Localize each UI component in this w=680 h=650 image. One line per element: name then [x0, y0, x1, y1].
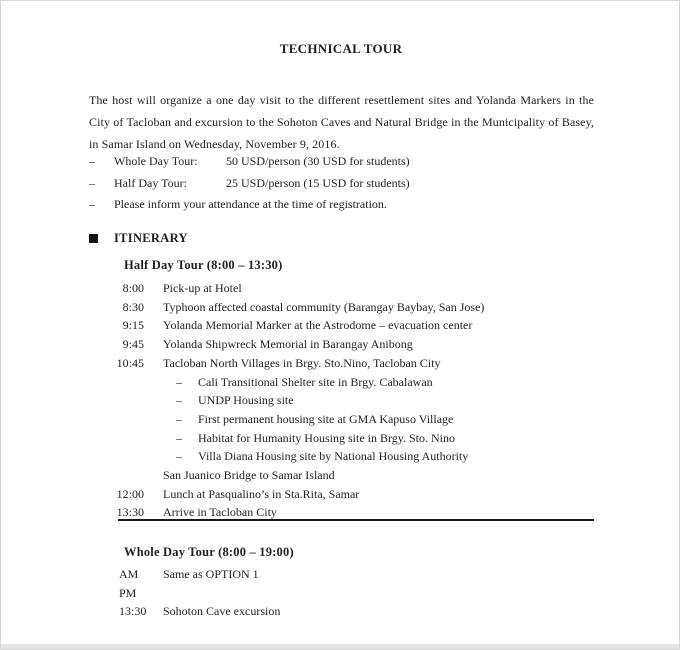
document-title: TECHNICAL TOUR [279, 41, 403, 56]
pricing-item [89, 194, 594, 216]
dash-bullet: – [89, 197, 95, 211]
schedule-time: PM [119, 585, 137, 600]
half-day-title: Half Day Tour (8:00 – 13:30) [124, 258, 283, 272]
housing-site-label: Villa Diana Housing site by National Housing Authority [198, 449, 469, 464]
dash-bullet: – [176, 411, 182, 426]
schedule-time: 8:00 [122, 281, 144, 295]
schedule-description: Tacloban North Villages in Brgy. Sto.Nino, Tacloban City [163, 355, 441, 370]
housing-site-label: First permanent housing site at GMA Kapuso Village [198, 411, 454, 426]
housing-site-label: UNDP Housing site [198, 393, 294, 408]
pricing-label: Half Day Tour: [114, 175, 187, 190]
schedule-description: Same as OPTION 1 [163, 567, 259, 581]
square-bullet-icon [89, 234, 98, 243]
schedule-row [89, 335, 594, 354]
housing-site-item [89, 391, 594, 410]
schedule-description: Yolanda Memorial Marker at the Astrodome – evacuation center [163, 318, 473, 333]
whole-day-schedule [89, 565, 594, 621]
whole-day-title: Whole Day Tour (8:00 – 19:00) [124, 545, 294, 559]
housing-site-item [89, 429, 594, 448]
half-day-section [89, 258, 594, 522]
half-day-schedule-end [89, 485, 594, 522]
schedule-row [89, 279, 594, 298]
pricing-label: Please inform your attendance at the time of registration. [114, 197, 387, 211]
half-day-schedule [89, 279, 594, 373]
schedule-row [89, 565, 594, 584]
schedule-description [163, 584, 594, 603]
dash-bullet: – [176, 393, 182, 408]
pricing-item [89, 151, 594, 173]
schedule-row [89, 584, 594, 603]
schedule-time: 10:45 [116, 355, 144, 370]
schedule-time: 13:30 [116, 505, 144, 520]
schedule-time: AM [119, 567, 139, 581]
itinerary-heading-label: ITINERARY [114, 231, 188, 245]
schedule-row [89, 316, 594, 335]
housing-sites-list [89, 373, 594, 467]
intro-paragraph: The host will organize a one day visit to the different resettlement sites and Yolanda Markers in the City of Tacloban and excursion to the Sohoton Caves and Natural Bridge in the Municipality of Basey, in Samar Island on Wednesday, November 9, 2016. [89, 93, 594, 151]
dash-bullet: – [176, 374, 182, 389]
section-divider [118, 519, 594, 521]
whole-day-section [89, 545, 594, 621]
schedule-description: Typhoon affected coastal community (Barangay Baybay, San Jose) [163, 299, 485, 314]
pricing-list [89, 151, 594, 216]
page-bottom-edge [1, 644, 679, 649]
housing-site-item [89, 373, 594, 392]
housing-site-item [89, 447, 594, 466]
pricing-value: 25 USD/person (15 USD for students) [226, 175, 410, 190]
bridge-note: San Juanico Bridge to Samar Island [163, 468, 335, 483]
pricing-item [89, 173, 594, 195]
pricing-value: 50 USD/person (30 USD for students) [226, 154, 410, 168]
schedule-time: 13:30 [119, 604, 147, 619]
schedule-description: Sohoton Cave excursion [163, 604, 281, 619]
pricing-label: Whole Day Tour: [114, 154, 198, 168]
schedule-row [89, 298, 594, 317]
schedule-row [89, 354, 594, 373]
dash-bullet: – [176, 430, 182, 445]
housing-site-label: Habitat for Humanity Housing site in Brgy. Sto. Nino [198, 430, 455, 445]
schedule-row [89, 485, 594, 504]
schedule-description: Yolanda Shipwreck Memorial in Barangay Anibong [163, 337, 413, 352]
schedule-time: 9:45 [122, 337, 144, 352]
schedule-description: Arrive in Tacloban City [163, 505, 277, 520]
dash-bullet: – [176, 449, 182, 464]
housing-site-item [89, 410, 594, 429]
dash-bullet: – [89, 154, 95, 168]
schedule-description: Lunch at Pasqualino’s in Sta.Rita, Samar [163, 486, 360, 501]
schedule-row [89, 602, 594, 621]
dash-bullet: – [89, 175, 95, 190]
housing-site-label: Cali Transitional Shelter site in Brgy. Cabalawan [198, 374, 433, 389]
schedule-description: Pick-up at Hotel [163, 281, 242, 295]
schedule-time: 12:00 [116, 486, 144, 501]
schedule-time: 9:15 [122, 318, 144, 333]
itinerary-heading [89, 231, 188, 246]
schedule-time: 8:30 [122, 299, 144, 314]
